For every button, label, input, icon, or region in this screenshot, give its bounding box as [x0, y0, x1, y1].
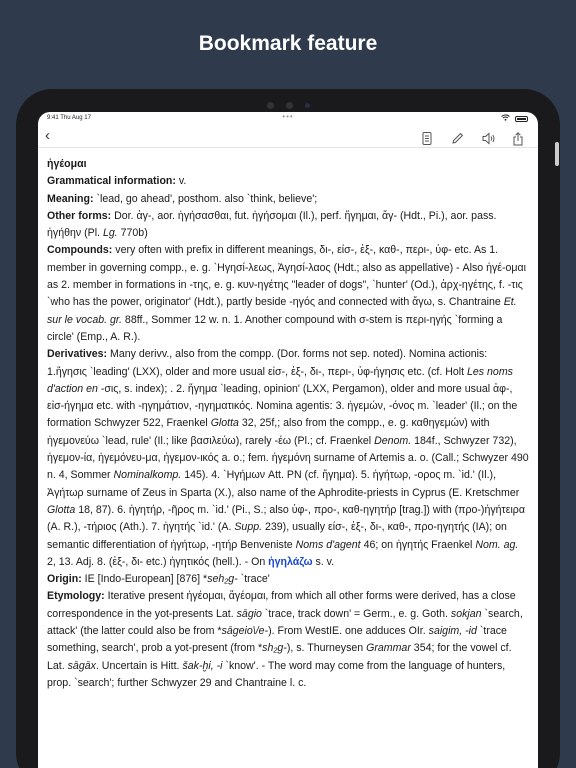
cross-reference-link[interactable]: ἡγηλάζω: [268, 555, 313, 568]
derivatives: Derivatives: Many derivv., also from the compp. (Dor. forms not sep. noted). Nomina actionis: 1.ἥγησις `leading' (LXX), older and more usual εἰσ-, ἐξ-, δι-, περι-, ὑφ-ήγησις etc. (cf. Holt Les noms d'action en -σις, s. index); . 2. ἥγημα `leading, opinion' (LXX, Pergamon), older and more usual ἀφ-, εἰσ-ήγημα etc. with -ηγημάτιον, -ηγηματικός. Nomina agentis: 3. ἡγεμών, -όνος m. `leader' (Il.; on the formation Schwyzer 522, Fraenkel Glotta 32, 25f,; also from the compp., e. g. καθηγεμών) with ἡγεμονεύω `lead, rule' (Il.; like βασιλεύω), rarely -έω (Pl.; cf. Fraenkel Denom. 184f., Schwyzer 732), ἡγεμον-ία, ἡγεμόνευ-μα, ἡγεμον-ικός a. o.; fem. ἡγεμόνη surname of Artemis a. o. (Call.; Schwyzer 490 n. 4, Sommer Nominalkomp. 145). 4. `Ηγήμων Att. PN (cf. ἥγημα). 5. ἡγήτωρ, -ορος m. `id.' (Il.), Ἀγήτωρ surname of Zeus in Sparta (X.), also name of the Aphrodite-priests in Cyprus (E. Kretschmer Glotta 18, 87). 6. ἡγητήρ, -ῆρος m. `id.' (Pi., S.; also ὑφ-, προ-, καθ-ηγητήρ [trag.]) with (προ-)ἡγήτειρα (A. R.), -τήριος (Ath.). 7. ἡγητής `id.' (A. Supp. 239), usually είσ-, ἐξ-, δι-, καθ-, προ-ηγητής (IA); on semantic differentiation of ἡγήτωρ, -ητήρ Benveniste Noms d'agent 46; on ἡγητής Fraenkel Nom. ag. 2, 13. Adj. 8. (ἐξ-, δι- etc.) ἡγητικός (hell.). - On ἡγηλάζω s. v.: [47, 348, 529, 568]
wifi-icon: [501, 114, 510, 121]
status-bar: [38, 112, 538, 126]
etymology: Etymology: Iterative present ἡγέομαι, ἅγέομαι, from which all other forms were derived, has a close correspondence in the yot-presents Lat. sāgio `trace, track down' = Germ., e. g. Goth. sokjan `search, attack' (the latter could also be from *sāgeio\/e-). From WestIE. one adduces OIr. saigim, -id `trace something, search', prob a yot-present (from *sh₂g-), s. Thurneysen Grammar 354; for the vowel cf. Lat. sāgāx. Uncertain is Hitt. šak-ḫi, -i `know'. - The word may come from the language of hunters, prop. `search'; further Schwyzer 29 and Chantraine l. c.: [47, 590, 523, 689]
other-forms: Other forms: Dor. ἀγ-, aor. ἡγήσασθαι, fut. ἡγήσομαι (Il.), perf. ἥγημαι, ἅγ- (Hdt., Pi.), aor. pass. ἡγήθην (Pl. Lg. 770b): [47, 209, 497, 240]
back-chevron-icon[interactable]: ‹: [45, 127, 50, 144]
battery-icon: [515, 116, 528, 122]
origin: Origin: IE [Indo-European] [876] *seh₂g- `trace': [47, 573, 270, 586]
status-time: 9:41 Thu Aug 17: [47, 115, 91, 121]
side-button: [555, 142, 559, 166]
page-headline: Bookmark feature: [198, 32, 378, 55]
app-screen: [38, 112, 538, 768]
lemma-heading: ἡγέομαι: [47, 158, 87, 170]
meaning: Meaning: `lead, go ahead', posthom. also `think, believe';: [47, 192, 318, 205]
speaker-icon[interactable]: [482, 132, 496, 146]
status-indicators: [501, 114, 528, 123]
compounds: Compounds: very often with prefix in different meanings, δι-, είσ-, ἐξ-, καθ-, περι-, ὑφ- etc. As 1. member in governing compp., e. g. `Ηγησί-λεως, Ἀγησί-λαος (Hdt.; also as appellative) - Also ἡγέ-ομαι as 2. member in formations in -της, e. g. κυν-ηγέτης "leader of dogs", `hunter' (Od.), ἀρχ-ηγέτης, f. -τις `who has the power, originator' (Hdt.), partly beside -ηγός and connected with ἄγω, s. Chantraine Et. sur le vocab. gr. 88ff., Sommer 12 w. n. 1. Another compound with σ-stem is περι-ηγής `forming a circle' (Emp., A. R.).: [47, 244, 526, 343]
nav-bar: [38, 126, 538, 148]
document-icon[interactable]: [421, 132, 435, 146]
dictionary-entry: [38, 148, 538, 692]
share-icon[interactable]: [512, 132, 526, 146]
multitask-dots[interactable]: •••: [282, 112, 294, 121]
toolbar: [409, 130, 526, 148]
pencil-icon[interactable]: [451, 132, 465, 146]
grammatical-info: Grammatical information: v.: [47, 175, 187, 188]
